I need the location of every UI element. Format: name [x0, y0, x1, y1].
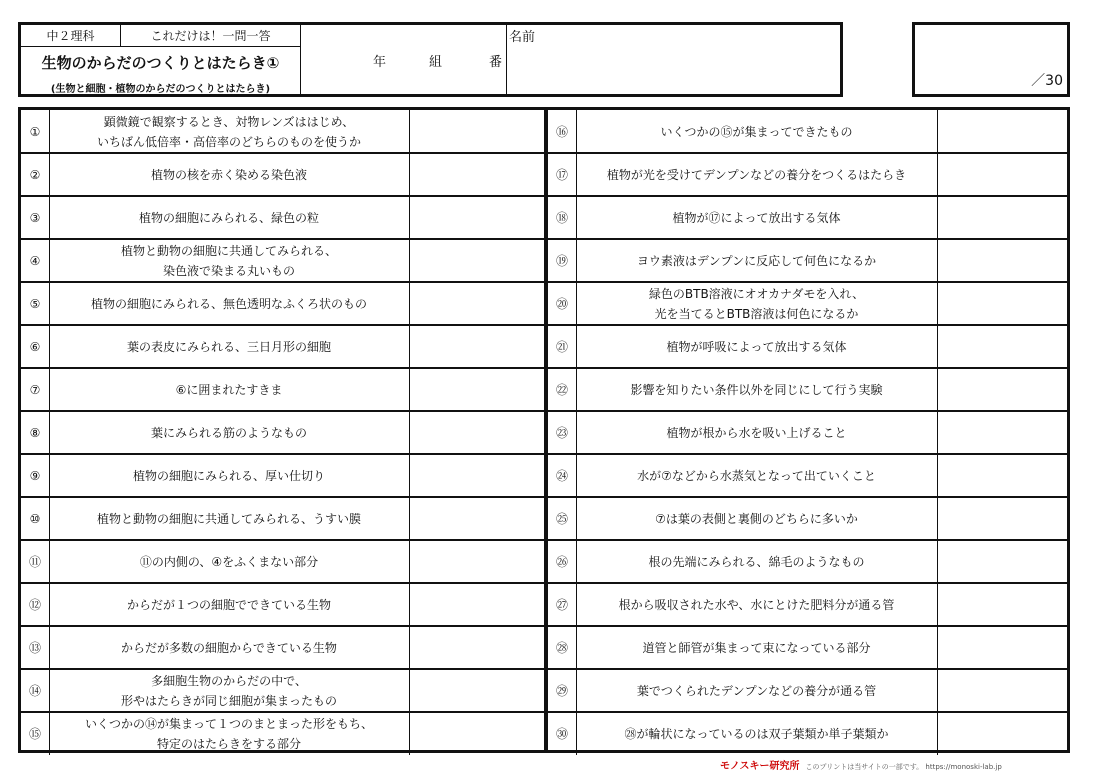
question-text: 道管と師管が集まって束になっている部分 — [576, 626, 938, 669]
question-row — [21, 110, 544, 153]
question-row — [21, 325, 544, 368]
question-text: 緑色のBTB溶液にオオカナダモを入れ、 光を当てるとBTB溶液は何色になるか — [576, 282, 938, 325]
answer-box[interactable] — [937, 196, 1067, 239]
question-row — [21, 669, 544, 712]
question-row — [21, 196, 544, 239]
answer-box[interactable] — [409, 153, 544, 196]
answer-box[interactable] — [409, 239, 544, 282]
question-text: いくつかの⑮が集まってできたもの — [576, 110, 938, 153]
question-number: ⑩ — [21, 497, 50, 540]
tagline-label: これだけは！一問一答 — [121, 25, 301, 47]
question-number: ⑥ — [21, 325, 50, 368]
answer-box[interactable] — [409, 325, 544, 368]
answer-box[interactable] — [937, 368, 1067, 411]
answer-box[interactable] — [409, 196, 544, 239]
question-row — [548, 239, 1067, 282]
question-text: 葉の表皮にみられる、三日月形の細胞 — [49, 325, 410, 368]
question-table — [18, 107, 1070, 753]
subject-label: 中２理科 — [21, 25, 121, 47]
question-text: いくつかの⑭が集まって１つのまとまった形をもち、 特定のはたらきをする部分 — [49, 712, 410, 755]
question-number: ⑬ — [21, 626, 50, 669]
question-row — [548, 712, 1067, 755]
question-number: ④ — [21, 239, 50, 282]
question-row — [21, 239, 544, 282]
footer — [720, 757, 1100, 775]
question-row — [21, 497, 544, 540]
question-number: ㉑ — [548, 325, 577, 368]
answer-box[interactable] — [409, 540, 544, 583]
answer-box[interactable] — [409, 669, 544, 712]
question-number: ㉔ — [548, 454, 577, 497]
question-number: ⑪ — [21, 540, 50, 583]
worksheet-title: 生物のからだのつくりとはたらき① — [21, 47, 301, 77]
question-row — [548, 626, 1067, 669]
number-label: 番 — [489, 55, 503, 70]
name-label: 名前 — [509, 30, 536, 45]
header-box — [18, 22, 843, 97]
question-number: ㉗ — [548, 583, 577, 626]
class-label: 組 — [429, 55, 443, 70]
year-label: 年 — [373, 55, 387, 70]
question-number: ⑰ — [548, 153, 577, 196]
question-text: 植物の細胞にみられる、無色透明なふくろ状のもの — [49, 282, 410, 325]
question-number: ⑨ — [21, 454, 50, 497]
question-number: ⑲ — [548, 239, 577, 282]
answer-box[interactable] — [937, 282, 1067, 325]
question-text: 葉でつくられたデンプンなどの養分が通る管 — [576, 669, 938, 712]
question-number: ③ — [21, 196, 50, 239]
answer-box[interactable] — [937, 153, 1067, 196]
question-number: ㉘ — [548, 626, 577, 669]
question-text: 根の先端にみられる、綿毛のようなもの — [576, 540, 938, 583]
question-text: 水が⑦などから水蒸気となって出ていくこと — [576, 454, 938, 497]
question-text: 植物の細胞にみられる、緑色の粒 — [49, 196, 410, 239]
question-text: からだが１つの細胞でできている生物 — [49, 583, 410, 626]
answer-box[interactable] — [937, 626, 1067, 669]
footer-brand: モノスキー研究所 — [720, 761, 800, 772]
answer-box[interactable] — [937, 325, 1067, 368]
question-text: 影響を知りたい条件以外を同じにして行う実験 — [576, 368, 938, 411]
question-number: ⑦ — [21, 368, 50, 411]
question-text: ㉘が輪状になっているのは双子葉類か単子葉類か — [576, 712, 938, 755]
question-text: 根から吸収された水や、水にとけた肥料分が通る管 — [576, 583, 938, 626]
question-row — [548, 110, 1067, 153]
question-number: ⑮ — [21, 712, 50, 755]
question-row — [548, 540, 1067, 583]
question-row — [21, 153, 544, 196]
answer-box[interactable] — [937, 454, 1067, 497]
question-number: ㉖ — [548, 540, 577, 583]
answer-box[interactable] — [409, 110, 544, 153]
question-text: 植物と動物の細胞に共通してみられる、うすい膜 — [49, 497, 410, 540]
answer-box[interactable] — [409, 712, 544, 755]
answer-box[interactable] — [937, 497, 1067, 540]
score-total: ／30 — [1031, 73, 1063, 89]
question-text: 植物が呼吸によって放出する気体 — [576, 325, 938, 368]
question-number: ㉙ — [548, 669, 577, 712]
answer-box[interactable] — [409, 583, 544, 626]
question-number: ⑤ — [21, 282, 50, 325]
question-number: ⑳ — [548, 282, 577, 325]
question-text: ヨウ素液はデンプンに反応して何色になるか — [576, 239, 938, 282]
question-row — [548, 282, 1067, 325]
question-number: ⑱ — [548, 196, 577, 239]
question-text: ⑥に囲まれたすきま — [49, 368, 410, 411]
question-text: からだが多数の細胞からできている生物 — [49, 626, 410, 669]
answer-box[interactable] — [409, 497, 544, 540]
name-field[interactable] — [507, 25, 840, 97]
question-row — [21, 712, 544, 755]
question-row — [548, 497, 1067, 540]
question-row — [548, 325, 1067, 368]
question-number: ① — [21, 110, 50, 153]
question-number: ㉕ — [548, 497, 577, 540]
question-row — [548, 454, 1067, 497]
question-text: 植物が根から水を吸い上げること — [576, 411, 938, 454]
question-number: ㉚ — [548, 712, 577, 755]
answer-box[interactable] — [937, 712, 1067, 755]
answer-box[interactable] — [409, 411, 544, 454]
question-text: 植物の核を赤く染める染色液 — [49, 153, 410, 196]
worksheet-subtitle: (生物と細胞・植物のからだのつくりとはたらき) — [21, 77, 301, 97]
question-row — [21, 411, 544, 454]
question-number: ⑫ — [21, 583, 50, 626]
answer-box[interactable] — [937, 110, 1067, 153]
question-row — [21, 454, 544, 497]
question-row — [21, 626, 544, 669]
question-number: ⑧ — [21, 411, 50, 454]
answer-box[interactable] — [409, 626, 544, 669]
answer-box[interactable] — [937, 540, 1067, 583]
question-text: 多細胞生物のからだの中で、 形やはたらきが同じ細胞が集まったもの — [49, 669, 410, 712]
answer-box[interactable] — [937, 411, 1067, 454]
question-row — [21, 583, 544, 626]
question-text: 植物が光を受けてデンプンなどの養分をつくるはたらき — [576, 153, 938, 196]
question-text: 植物と動物の細胞に共通してみられる、 染色液で染まる丸いもの — [49, 239, 410, 282]
question-row — [548, 368, 1067, 411]
answer-box[interactable] — [409, 454, 544, 497]
question-row — [548, 411, 1067, 454]
answer-box[interactable] — [409, 282, 544, 325]
question-number: ㉒ — [548, 368, 577, 411]
class-info-box — [301, 25, 507, 97]
question-row — [548, 669, 1067, 712]
answer-box[interactable] — [937, 239, 1067, 282]
question-row — [21, 540, 544, 583]
question-row — [548, 196, 1067, 239]
question-number: ㉓ — [548, 411, 577, 454]
question-row — [548, 153, 1067, 196]
question-text: 植物の細胞にみられる、厚い仕切り — [49, 454, 410, 497]
score-box[interactable] — [912, 22, 1070, 97]
answer-box[interactable] — [409, 368, 544, 411]
answer-box[interactable] — [937, 583, 1067, 626]
footer-note: このプリントは当サイトの一部です。 https://monoski-lab.jp — [805, 763, 1002, 771]
question-text: ⑦は葉の表側と裏側のどちらに多いか — [576, 497, 938, 540]
question-text: 植物が⑰によって放出する気体 — [576, 196, 938, 239]
question-text: 顕微鏡で観察するとき、対物レンズははじめ、 いちばん低倍率・高倍率のどちらのものを使うか — [49, 110, 410, 153]
question-number: ⑭ — [21, 669, 50, 712]
question-row — [21, 368, 544, 411]
question-number: ② — [21, 153, 50, 196]
question-number: ⑯ — [548, 110, 577, 153]
question-text: ⑪の内側の、④をふくまない部分 — [49, 540, 410, 583]
question-text: 葉にみられる筋のようなもの — [49, 411, 410, 454]
question-row — [21, 282, 544, 325]
question-row — [548, 583, 1067, 626]
answer-box[interactable] — [937, 669, 1067, 712]
